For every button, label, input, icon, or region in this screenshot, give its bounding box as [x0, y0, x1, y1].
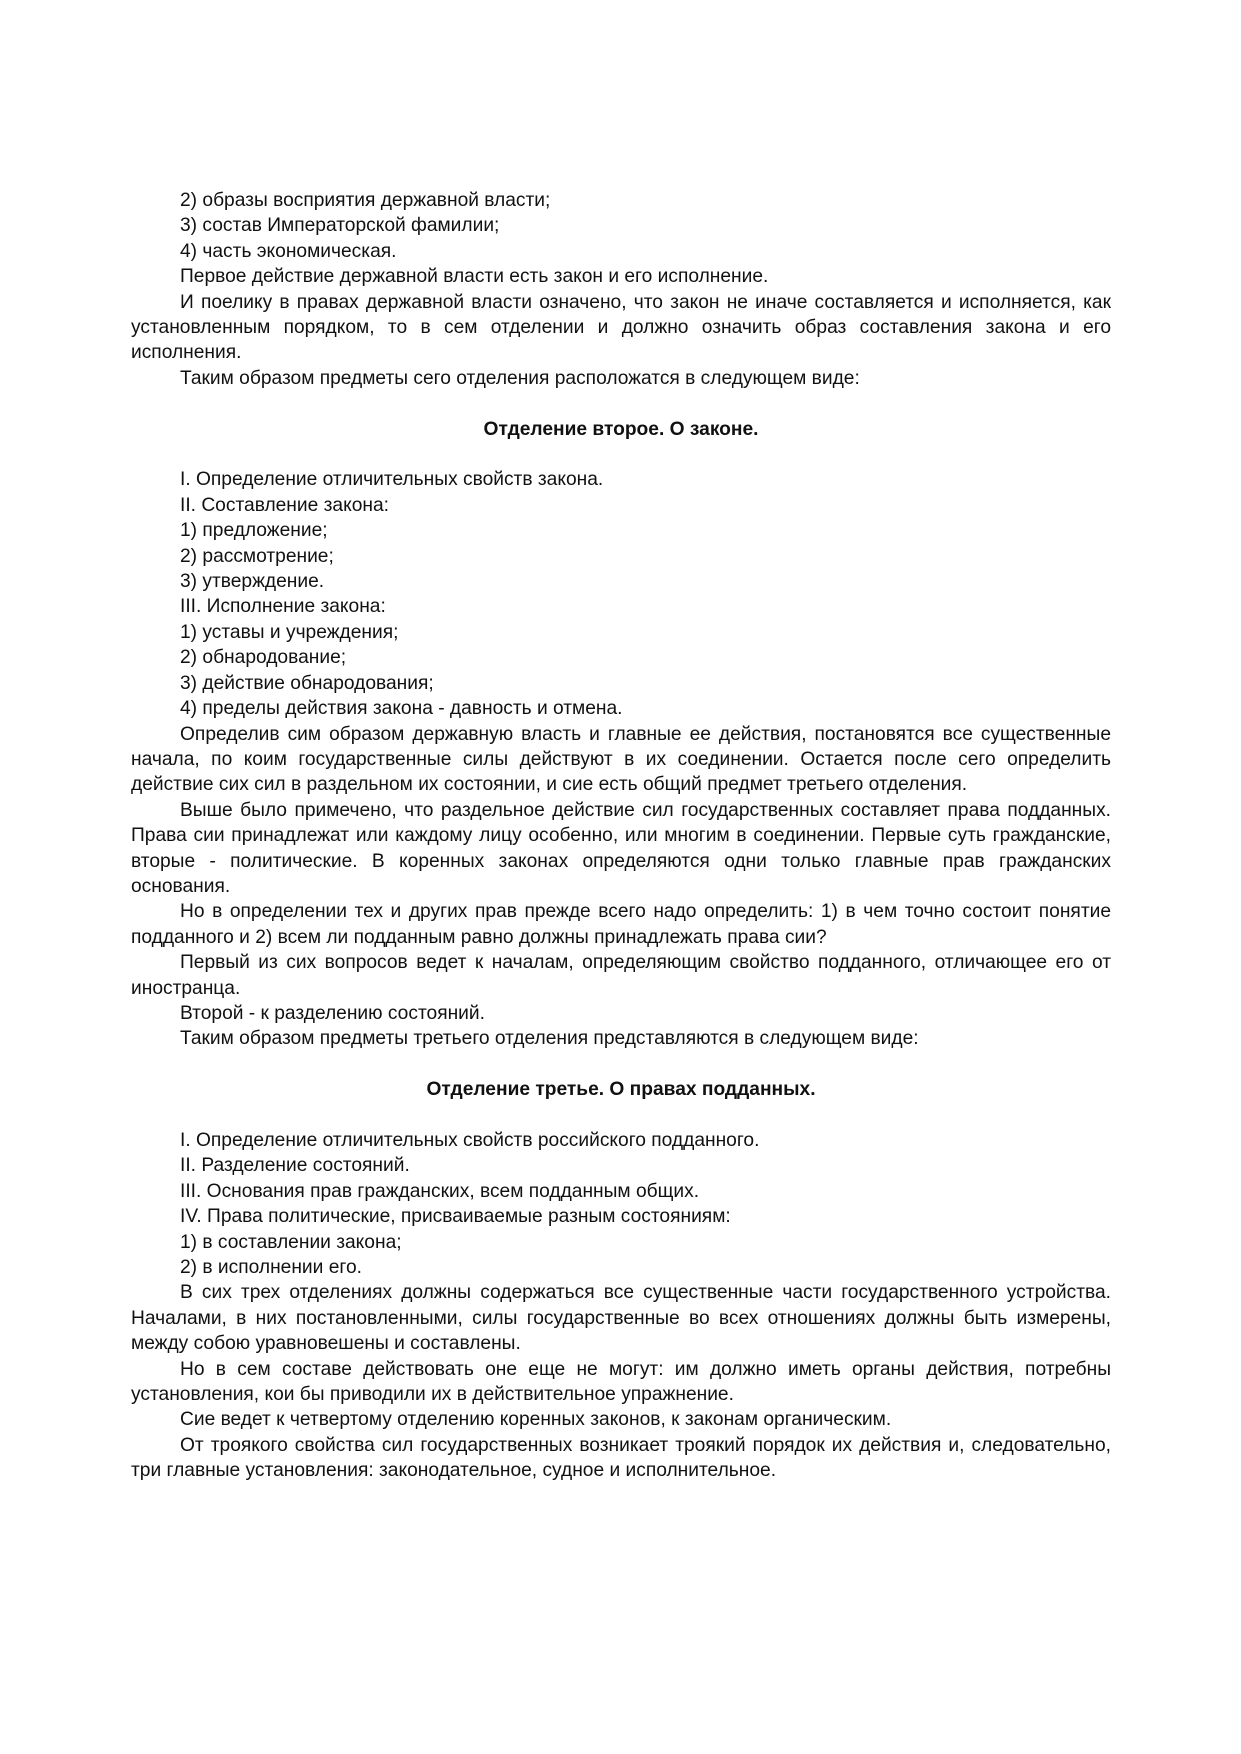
list-item: 1) уставы и учреждения; — [180, 621, 399, 643]
list-item: 2) образы восприятия державной власти; — [180, 190, 551, 211]
list-item: I. Определение отличительных свойств закона. — [180, 469, 604, 491]
paragraph: В сих трех отделениях должны содержаться все существенные части государственного устройства. Началами, в них постановленными, силы государственные во всех отношениях должны быть измерены, между собою уравновешены и составлены. — [131, 1282, 1111, 1355]
list-item: 1) предложение; — [180, 520, 328, 542]
list-item: 2) рассмотрение; — [180, 545, 334, 567]
list-item: III. Основания прав гражданских, всем подданным общих. — [180, 1180, 700, 1202]
list-item: 3) действие обнародования; — [180, 672, 434, 694]
paragraph: Но в сем составе действовать оне еще не могут: им должно иметь органы действия, потребны установления, кои бы приводили их в действительное упражнение. — [131, 1358, 1111, 1406]
list-item: 1) в составлении закона; — [180, 1231, 402, 1253]
spacer — [131, 391, 1111, 416]
paragraph: Таким образом предметы сего отделения расположатся в следующем виде: — [180, 367, 860, 389]
list-item: IV. Права политические, присваиваемые разным состояниям: — [180, 1206, 731, 1228]
list-item: 4) пределы действия закона - давность и отмена. — [180, 698, 623, 720]
paragraph: И поелику в правах державной власти означено, что закон не иначе составляется и исполняется, как установленным порядком, то в сем отделении и должно означить образ составления закона и его исполнения. — [131, 291, 1111, 364]
list-item: II. Составление закона: — [180, 494, 389, 516]
section-heading: Отделение третье. О правах подданных. — [426, 1079, 816, 1101]
list-item: 2) обнародование; — [180, 647, 347, 669]
paragraph: Первое действие державной власти есть закон и его исполнение. — [180, 266, 769, 288]
paragraph: Второй - к разделению состояний. — [180, 1002, 485, 1024]
section-heading: Отделение второе. О законе. — [483, 418, 759, 440]
paragraph: Первый из сих вопросов ведет к началам, определяющим свойство подданного, отличающее его от иностранца. — [131, 952, 1111, 999]
spacer — [131, 1103, 1111, 1128]
paragraph: Определив сим образом державную власть и главные ее действия, постановятся все существенные начала, по коим государственные силы действуют в их соединении. Остается после сего определить действие сих сил в раздельном их состоянии, и сие есть общий предмет третьего отделения. — [131, 723, 1111, 796]
spacer — [131, 442, 1111, 467]
paragraph: Сие ведет к четвертому отделению коренных законов, к законам органическим. — [180, 1409, 892, 1431]
list-item: 2) в исполнении его. — [180, 1257, 362, 1278]
list-item: 3) утверждение. — [180, 571, 325, 593]
list-item: I. Определение отличительных свойств российского подданного. — [180, 1129, 760, 1151]
paragraph: Но в определении тех и других прав прежде всего надо определить: 1) в чем точно состоит понятие подданного и 2) всем ли подданным равно должны принадлежать права сии? — [131, 901, 1111, 948]
list-item: II. Разделение состояний. — [180, 1155, 410, 1177]
list-item: III. Исполнение закона: — [180, 596, 386, 618]
list-item: 4) часть экономическая. — [180, 240, 397, 262]
spacer — [131, 1052, 1111, 1077]
paragraph: Выше было примечено, что раздельное действие сил государственных составляет права подданных. Права сии принадлежат или каждому лицу особенно, или многим в соединении. Первые суть гражданские, вторые - политические. В коренных законах определяются одни только главные прав гражданских основания. — [131, 799, 1111, 897]
paragraph: От троякого свойства сил государственных возникает троякий порядок их действия и, следовательно, три главные установления: законодательное, судное и исполнительное. — [131, 1434, 1111, 1482]
document-page — [131, 188, 1111, 1484]
paragraph: Таким образом предметы третьего отделения представляются в следующем виде: — [180, 1028, 919, 1050]
list-item: 3) состав Императорской фамилии; — [180, 215, 500, 237]
